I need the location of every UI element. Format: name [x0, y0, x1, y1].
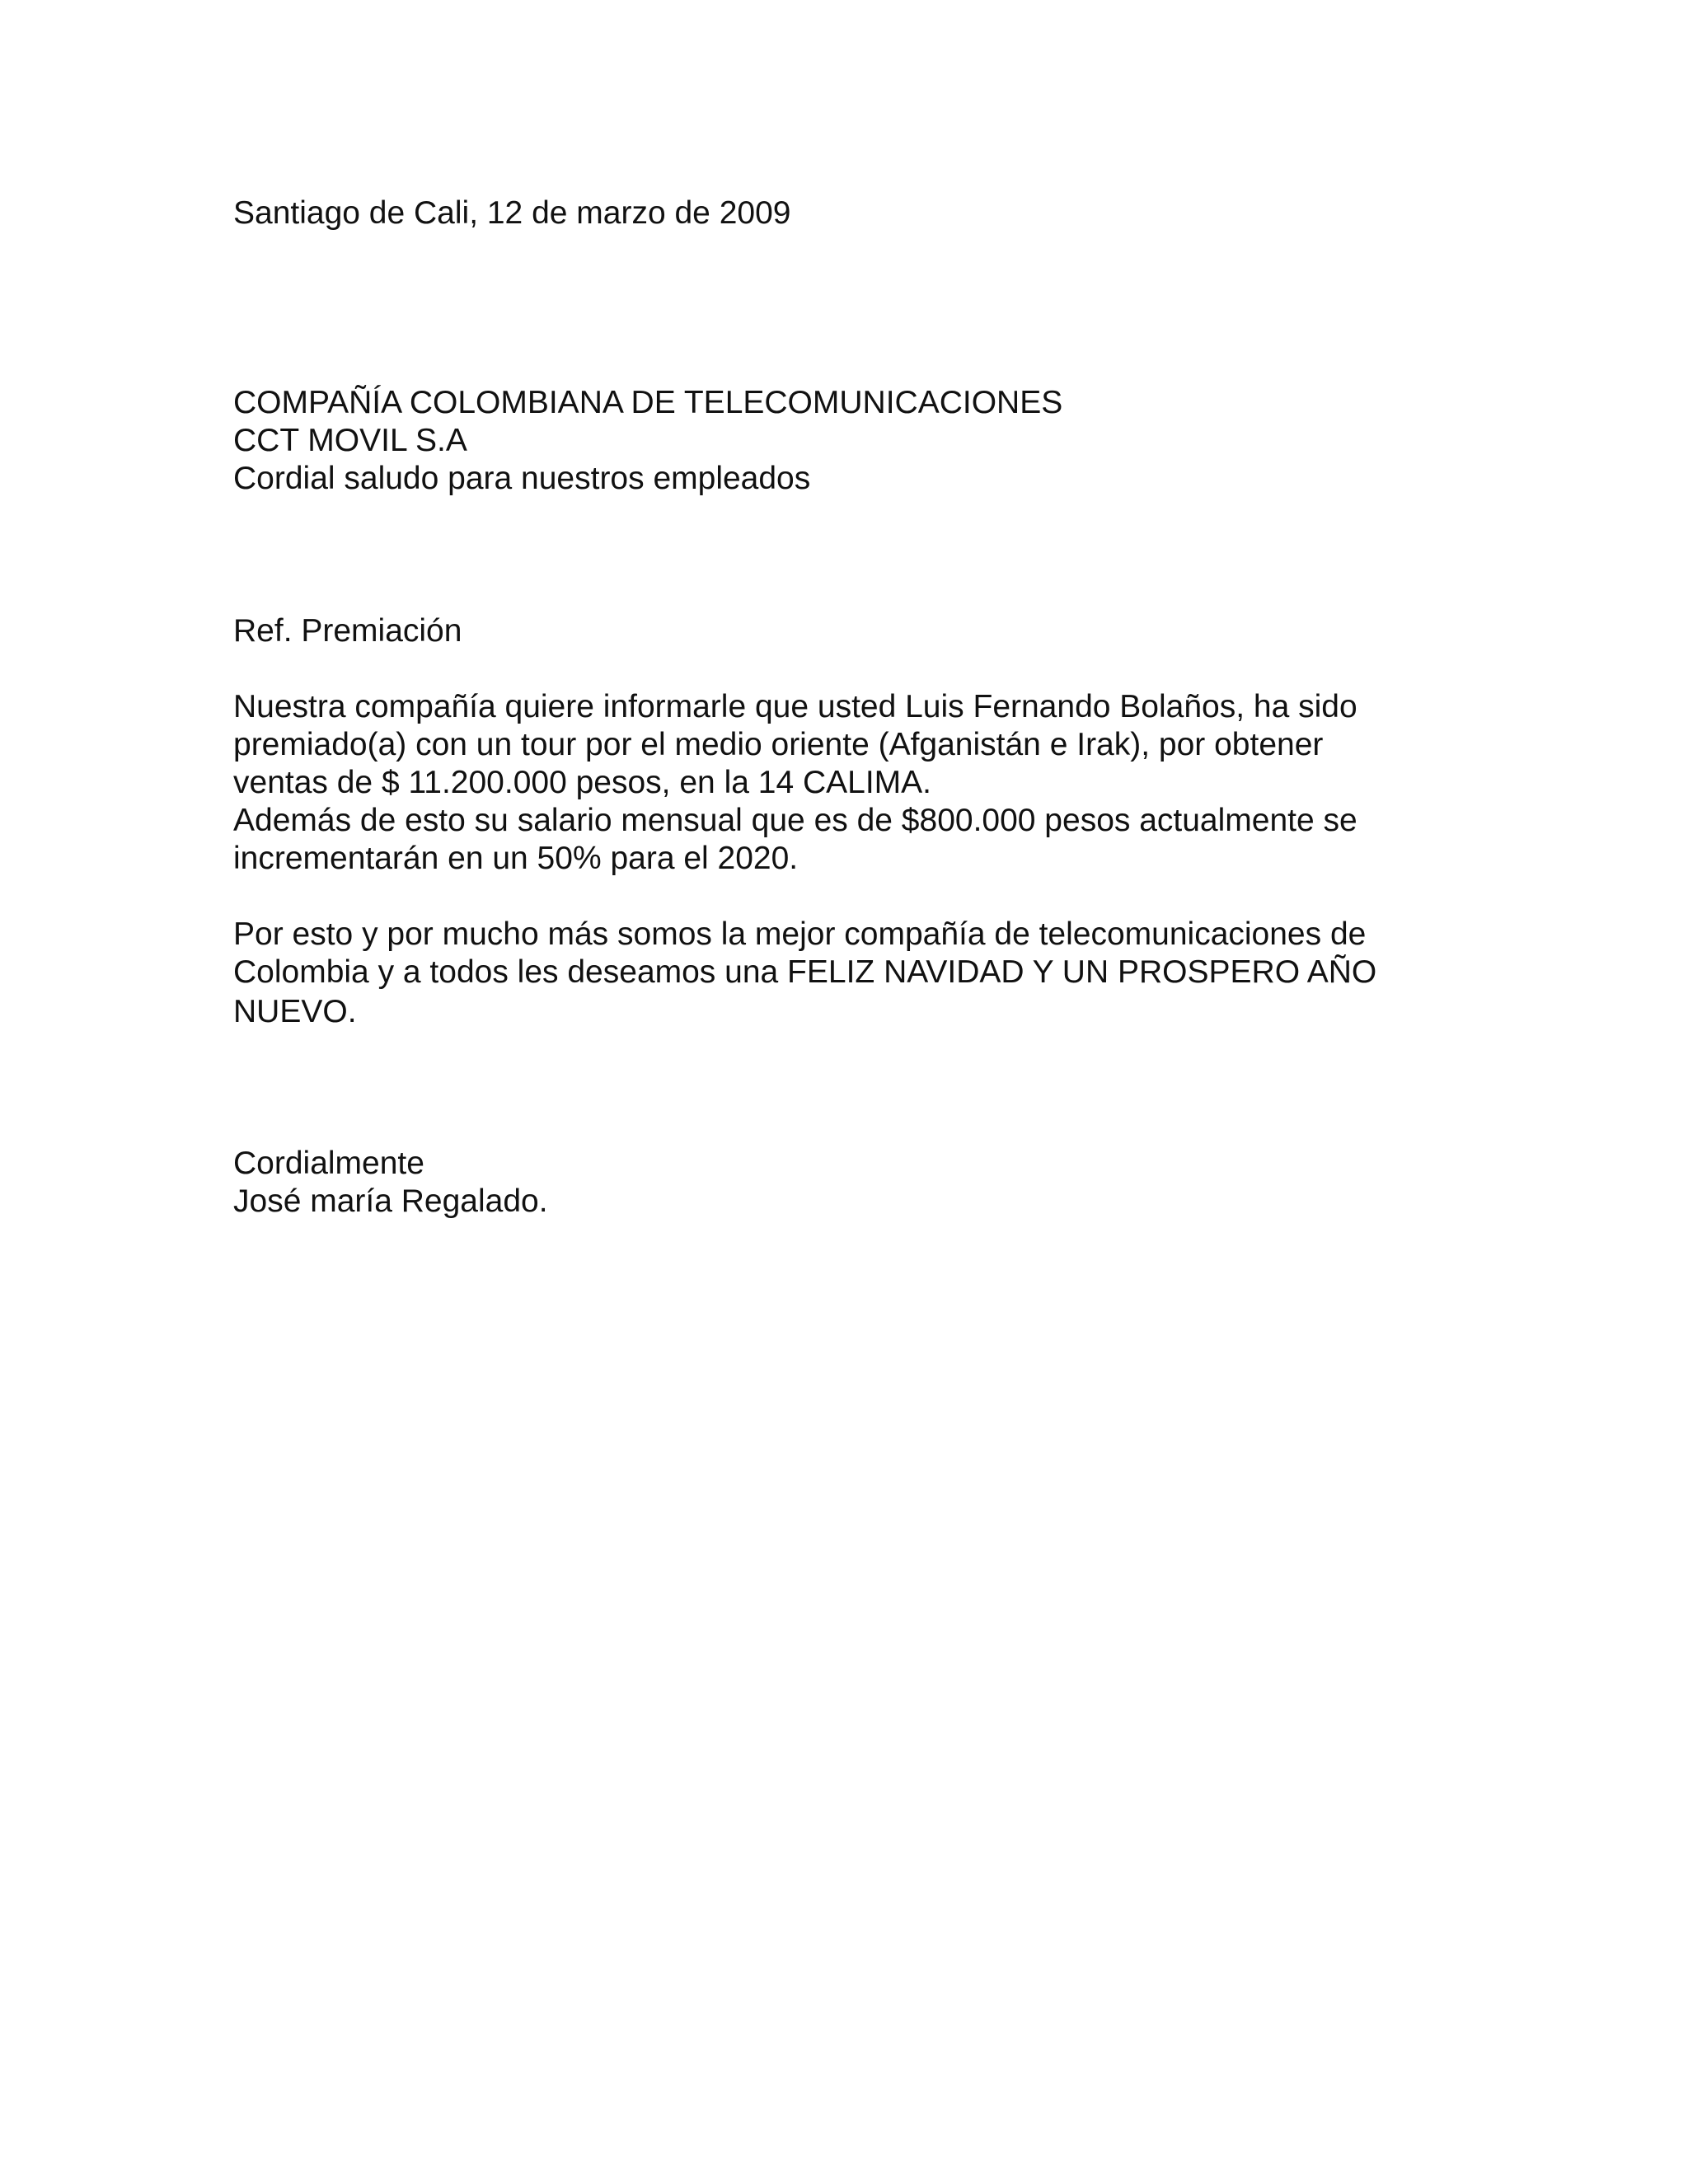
closing-line: Cordialmente: [233, 1146, 424, 1181]
date-line: Santiago de Cali, 12 de marzo de 2009: [233, 195, 791, 231]
recipient-greeting: Cordial saludo para nuestros empleados: [233, 461, 811, 496]
body-paragraph-1-line-4: Además de esto su salario mensual que es de $800.000 pesos actualmente se: [233, 803, 1357, 838]
reference-line: Ref. Premiación: [233, 613, 462, 649]
recipient-company: COMPAÑÍA COLOMBIANA DE TELECOMUNICACIONES: [233, 385, 1063, 420]
body-paragraph-2-line-1: Por esto y por mucho más somos la mejor compañía de telecomunicaciones de: [233, 916, 1367, 952]
body-paragraph-1-line-5: incrementarán en un 50% para el 2020.: [233, 841, 799, 876]
body-paragraph-2-line-2: Colombia y a todos les deseamos una FELIZ NAVIDAD Y UN PROSPERO AÑO: [233, 954, 1377, 990]
recipient-entity: CCT MOVIL S.A: [233, 423, 467, 458]
body-paragraph-1-line-1: Nuestra compañía quiere informarle que usted Luis Fernando Bolaños, ha sido: [233, 689, 1357, 724]
body-paragraph-2-line-3: NUEVO.: [233, 994, 357, 1029]
body-paragraph-1-line-3: ventas de $ 11.200.000 pesos, en la 14 CALIMA.: [233, 765, 932, 800]
body-paragraph-1-line-2: premiado(a) con un tour por el medio oriente (Afganistán e Irak), por obtener: [233, 727, 1324, 762]
signature-name: José maría Regalado.: [233, 1183, 548, 1219]
